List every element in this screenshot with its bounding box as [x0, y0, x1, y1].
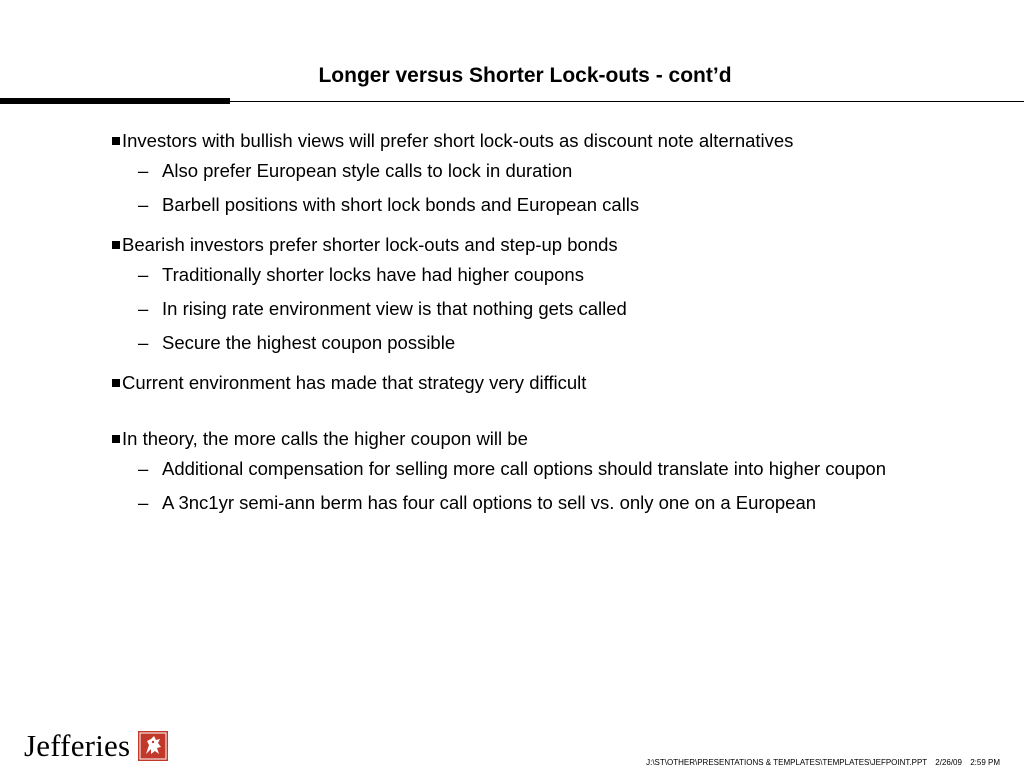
bullet-content — [112, 128, 952, 524]
bullet-text: Bearish investors prefer shorter lock-outs and step-up bonds — [122, 234, 618, 255]
dash-marker: – — [138, 194, 149, 215]
sub-item — [112, 490, 952, 516]
bullet-item — [112, 426, 952, 516]
sub-list — [112, 158, 952, 218]
square-bullet-icon — [112, 241, 120, 249]
square-bullet-icon — [112, 435, 120, 443]
sub-item — [112, 262, 952, 288]
griffin-emblem-icon — [138, 731, 168, 761]
file-date: 2/26/09 — [935, 758, 962, 767]
logo-wordmark: Jefferies — [24, 728, 131, 763]
sub-item — [112, 296, 952, 322]
footer-file-info — [646, 758, 1000, 767]
sub-list — [112, 262, 952, 356]
bullet-item — [112, 232, 952, 356]
title-rule-thin — [230, 101, 1024, 102]
dash-marker: – — [138, 160, 149, 181]
sub-item — [112, 330, 952, 356]
sub-item-text: In rising rate environment view is that nothing gets called — [162, 298, 627, 319]
sub-item-text: Traditionally shorter locks have had higher coupons — [162, 264, 584, 285]
bullet-text: In theory, the more calls the higher coupon will be — [122, 428, 528, 449]
square-bullet-icon — [112, 379, 120, 387]
bullet-item — [112, 128, 952, 218]
sub-item-text: Secure the highest coupon possible — [162, 332, 456, 353]
file-time: 2:59 PM — [970, 758, 1000, 767]
dash-marker: – — [138, 332, 149, 353]
sub-item — [112, 192, 952, 218]
dash-marker: – — [138, 298, 149, 319]
slide-title: Longer versus Shorter Lock-outs - cont’d — [318, 64, 732, 87]
bullet-text: Current environment has made that strategy very difficult — [122, 372, 587, 393]
dash-marker: – — [138, 264, 149, 285]
sub-item-text: Barbell positions with short lock bonds and European calls — [162, 194, 640, 215]
dash-marker: – — [138, 458, 149, 479]
square-bullet-icon — [112, 137, 120, 145]
file-path: J:\ST\OTHER\PRESENTATIONS & TEMPLATES\TEMPLATES\JEFPOINT.PPT — [646, 758, 928, 767]
sub-item-text: A 3nc1yr semi-ann berm has four call options to sell vs. only one on a European — [162, 492, 817, 513]
footer-logo — [24, 728, 168, 764]
bullet-item — [112, 370, 952, 396]
title-rule-thick — [0, 98, 230, 104]
sub-item-text: Also prefer European style calls to lock in duration — [162, 160, 573, 181]
sub-item-text: Additional compensation for selling more call options should translate into higher coupon — [162, 458, 886, 479]
sub-list — [112, 456, 952, 516]
bullet-text: Investors with bullish views will prefer short lock-outs as discount note alternatives — [122, 130, 794, 151]
sub-item — [112, 158, 952, 184]
sub-item — [112, 456, 952, 482]
dash-marker: – — [138, 492, 149, 513]
